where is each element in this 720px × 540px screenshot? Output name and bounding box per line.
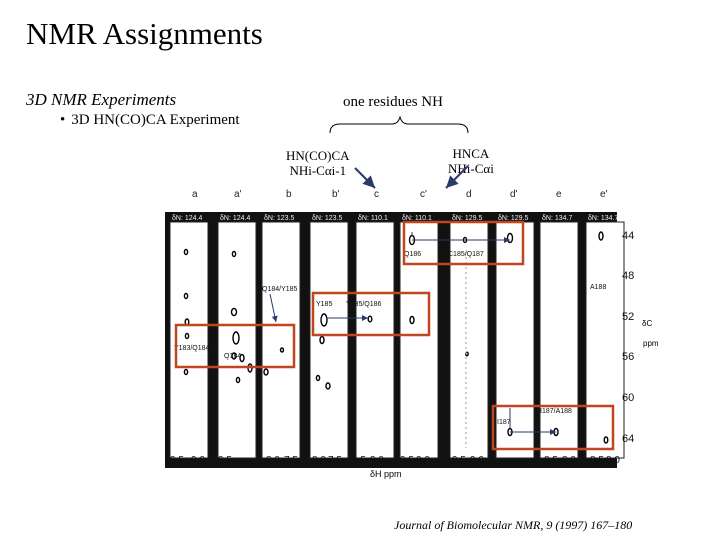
- strip-letter: b': [332, 189, 340, 200]
- peak-label: Q184: [224, 353, 242, 360]
- slide-title: NMR Assignments: [26, 16, 263, 51]
- strip-letter: e: [556, 189, 562, 200]
- strip-header: δN: 123.5: [312, 215, 343, 222]
- y-tick: 64: [622, 433, 635, 445]
- x-tick: 8.0: [606, 455, 620, 466]
- x-tick: 9.0: [191, 455, 205, 466]
- brace: [330, 117, 468, 133]
- x-tick: 9.5: [352, 455, 366, 466]
- strip-letter: b: [286, 189, 292, 200]
- arrow-hnco-ca: [355, 168, 375, 188]
- y-tick: 52: [622, 311, 635, 323]
- hnca-line1: HNCA: [452, 146, 490, 161]
- x-tick: 9.5: [170, 455, 184, 466]
- strip-letter: a': [234, 189, 242, 200]
- strip-header: δN: 110.1: [358, 215, 388, 222]
- strip-header: δN: 134.7: [542, 215, 573, 222]
- x-axis-label: δH ppm: [370, 469, 402, 479]
- citation: Journal of Biomolecular NMR, 9 (1997) 167–180: [394, 518, 633, 532]
- peak-label: Y183/Q184: [174, 345, 210, 352]
- x-tick: 9.0: [470, 455, 484, 466]
- nmr-strip: [356, 222, 394, 458]
- peak-label: Y185: [316, 301, 333, 308]
- x-tick: 8.5: [544, 455, 558, 466]
- strip-header: δN: 134.7: [588, 215, 619, 222]
- x-tick: 8.0: [312, 455, 326, 466]
- y-tick: 44: [622, 230, 635, 242]
- strip-letter: a: [192, 189, 198, 200]
- strip-header: δN: 123.5: [264, 215, 295, 222]
- x-tick: 8.0: [562, 455, 576, 466]
- peak-label: I187/A188: [540, 408, 572, 415]
- bullet-text: 3D HN(CO)CA Experiment: [71, 112, 240, 128]
- peak-label: Q184/Y185: [262, 286, 298, 293]
- residues-label: one residues NH: [343, 94, 443, 110]
- strip-letter: d: [466, 189, 472, 200]
- peak-label: Y185/Q186: [346, 301, 382, 308]
- nmr-strip: [310, 222, 348, 458]
- strip-header: δN: 124.4: [172, 215, 203, 222]
- peak-label: A188: [590, 284, 607, 291]
- x-tick: 7.5: [284, 455, 298, 466]
- strip-header: δN: 110.1: [402, 215, 432, 222]
- peak-label: C185/Q187: [448, 251, 484, 258]
- x-tick: 9.0: [416, 455, 430, 466]
- y-tick: 48: [622, 270, 635, 282]
- x-tick: 8.0: [266, 455, 280, 466]
- y-axis-label: δC: [642, 319, 653, 328]
- x-tick: 9.0: [370, 455, 384, 466]
- nmr-strip: [540, 222, 578, 458]
- strip-header: δN: 129.5: [452, 215, 483, 222]
- x-tick: 8.5: [590, 455, 604, 466]
- strip-letter: c': [420, 189, 427, 200]
- hnco-ca-line1: HN(CO)CA: [286, 148, 350, 163]
- bullet-dot: •: [60, 112, 66, 128]
- y-axis-unit: ppm: [643, 339, 659, 348]
- y-tick: 60: [622, 392, 635, 404]
- x-tick: 9.5: [218, 455, 232, 466]
- nmr-strip: [586, 222, 624, 458]
- strip-letter: c: [374, 189, 379, 200]
- x-tick: 7.5: [328, 455, 342, 466]
- strip-header: δN: 129.5: [498, 215, 529, 222]
- y-tick: 56: [622, 351, 635, 363]
- strip-header: δN: 124.4: [220, 215, 251, 222]
- nmr-strip: [218, 222, 256, 458]
- x-tick: 9.5: [452, 455, 466, 466]
- slide-subtitle: 3D NMR Experiments: [26, 90, 177, 109]
- arrow-hnca: [446, 166, 468, 188]
- peak-label: Q186: [404, 251, 422, 258]
- hnca-line2: NHi-Cαi: [448, 161, 494, 176]
- hnco-ca-line2: NHi-Cαi-1: [289, 163, 347, 178]
- strip-letter: d': [510, 189, 518, 200]
- strip-letter: e': [600, 189, 608, 200]
- x-tick: 9.5: [400, 455, 414, 466]
- peak-label: I187: [497, 419, 511, 426]
